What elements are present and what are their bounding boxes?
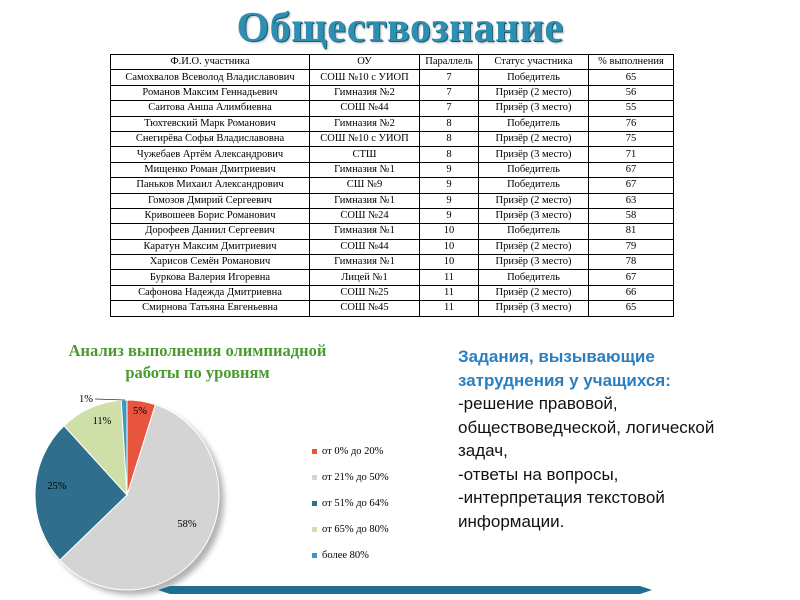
cell-percent: 81 (589, 224, 674, 239)
difficulty-list (458, 392, 788, 533)
legend-swatch (312, 501, 317, 506)
cell-grade: 10 (420, 224, 479, 239)
pie-slice-label: 11% (92, 416, 112, 427)
cell-school: Лицей №1 (310, 270, 420, 285)
legend-item (312, 438, 389, 464)
table-row (111, 147, 674, 162)
cell-grade: 9 (420, 178, 479, 193)
chart-title (20, 340, 375, 384)
table-row (111, 101, 674, 116)
cell-school: Гимназия №1 (310, 193, 420, 208)
cell-percent: 58 (589, 208, 674, 223)
table-row (111, 131, 674, 146)
cell-percent: 65 (589, 70, 674, 85)
cell-percent: 65 (589, 301, 674, 316)
cell-grade: 10 (420, 255, 479, 270)
cell-status: Призёр (2 место) (479, 85, 589, 100)
cell-status: Победитель (479, 178, 589, 193)
table-row (111, 85, 674, 100)
cell-grade: 8 (420, 116, 479, 131)
cell-status: Победитель (479, 162, 589, 177)
pie-leader-line (95, 399, 125, 400)
cell-status: Призёр (2 место) (479, 193, 589, 208)
difficulty-heading-line-1: Задания, вызывающие (458, 347, 655, 366)
cell-status: Призёр (3 место) (479, 255, 589, 270)
cell-status: Призёр (2 место) (479, 131, 589, 146)
cell-status: Победитель (479, 224, 589, 239)
cell-percent: 71 (589, 147, 674, 162)
cell-percent: 56 (589, 85, 674, 100)
slide-title: Обществознание (236, 5, 564, 51)
cell-school: Гимназия №1 (310, 255, 420, 270)
cell-status: Призёр (3 место) (479, 101, 589, 116)
cell-status: Призёр (2 место) (479, 239, 589, 254)
chart-title-line-1: Анализ выполнения олимпиадной (68, 341, 327, 360)
cell-grade: 7 (420, 70, 479, 85)
cell-grade: 7 (420, 101, 479, 116)
cell-status: Призёр (3 место) (479, 208, 589, 223)
difficulty-item: задач, (458, 441, 508, 460)
legend-item (312, 490, 389, 516)
difficulty-item: обществоведческой, логической (458, 417, 715, 437)
legend-item (312, 464, 389, 490)
cell-percent: 55 (589, 101, 674, 116)
legend-label: от 65% до 80% (322, 523, 389, 535)
pie-slices (35, 400, 219, 590)
pie-chart (0, 380, 300, 600)
cell-name: Смирнова Татьяна Евгеньевна (111, 301, 310, 316)
table-row (111, 70, 674, 85)
cell-name: Буркова Валерия Игоревна (111, 270, 310, 285)
cell-status: Призёр (2 место) (479, 285, 589, 300)
cell-percent: 66 (589, 285, 674, 300)
header-percent: % выполнения (589, 55, 674, 70)
cell-percent: 67 (589, 178, 674, 193)
cell-name: Сафонова Надежда Дмитриевна (111, 285, 310, 300)
cell-grade: 8 (420, 147, 479, 162)
cell-name: Самохвалов Всеволод Владиславович (111, 70, 310, 85)
cell-percent: 78 (589, 255, 674, 270)
chart-legend (312, 438, 389, 568)
cell-school: Гимназия №1 (310, 162, 420, 177)
header-status: Статус участника (479, 55, 589, 70)
cell-grade: 11 (420, 285, 479, 300)
cell-name: Харисов Семён Романович (111, 255, 310, 270)
cell-name: Кривошеев Борис Романович (111, 208, 310, 223)
difficulty-item: -решение правовой, (458, 394, 618, 413)
pie-slice-label: 1% (79, 394, 93, 405)
legend-label: от 21% до 50% (322, 471, 389, 483)
cell-grade: 11 (420, 270, 479, 285)
legend-label: более 80% (322, 549, 369, 561)
legend-swatch (312, 527, 317, 532)
cell-grade: 9 (420, 193, 479, 208)
header-grade: Параллель (420, 55, 479, 70)
cell-grade: 11 (420, 301, 479, 316)
cell-school: СОШ №25 (310, 285, 420, 300)
cell-status: Победитель (479, 116, 589, 131)
cell-name: Каратун Максим Дмитриевич (111, 239, 310, 254)
difficulty-item: информации. (458, 511, 565, 531)
legend-item (312, 516, 389, 542)
cell-status: Победитель (479, 70, 589, 85)
table-row (111, 178, 674, 193)
cell-status: Призёр (3 место) (479, 301, 589, 316)
cell-status: Призёр (3 место) (479, 147, 589, 162)
cell-status: Победитель (479, 270, 589, 285)
cell-name: Паньков Михаил Александрович (111, 178, 310, 193)
legend-swatch (312, 553, 317, 558)
table-row (111, 239, 674, 254)
cell-school: СОШ №44 (310, 239, 420, 254)
cell-name: Саитова Анша Алимбиевна (111, 101, 310, 116)
cell-school: СОШ №45 (310, 301, 420, 316)
table-row (111, 270, 674, 285)
cell-percent: 75 (589, 131, 674, 146)
pie-slice-label: 5% (133, 406, 147, 417)
legend-label: от 51% до 64% (322, 497, 389, 509)
difficulty-heading-line-2: затруднения у учащихся: (458, 370, 671, 390)
table-row (111, 224, 674, 239)
bottom-decoration-arrow (158, 586, 652, 594)
cell-percent: 67 (589, 270, 674, 285)
cell-percent: 79 (589, 239, 674, 254)
table-row (111, 285, 674, 300)
legend-label: от 0% до 20% (322, 445, 384, 457)
cell-name: Тюхтевский Марк Романович (111, 116, 310, 131)
difficulty-block (458, 345, 788, 533)
legend-item (312, 542, 389, 568)
chart-title-line-2: работы по уровням (125, 363, 270, 382)
cell-percent: 63 (589, 193, 674, 208)
header-name: Ф.И.О. участника (111, 55, 310, 70)
table-body (111, 70, 674, 316)
cell-grade: 8 (420, 131, 479, 146)
table-row (111, 301, 674, 316)
results-table (110, 54, 674, 317)
cell-school: СОШ №44 (310, 101, 420, 116)
cell-percent: 67 (589, 162, 674, 177)
difficulty-item: -ответы на вопросы, (458, 464, 619, 484)
bottom-decoration (0, 580, 800, 598)
cell-name: Снегирёва Софья Владиславовна (111, 131, 310, 146)
difficulty-item: -интерпретация текстовой (458, 488, 665, 507)
cell-grade: 7 (420, 85, 479, 100)
table-header-row (111, 55, 674, 70)
cell-grade: 10 (420, 239, 479, 254)
header-school: ОУ (310, 55, 420, 70)
pie-slice-label: 58% (177, 519, 197, 530)
cell-name: Чужебаев Артём Александрович (111, 147, 310, 162)
cell-name: Дорофеев Даниил Сергеевич (111, 224, 310, 239)
cell-school: Гимназия №2 (310, 85, 420, 100)
cell-school: СШ №9 (310, 178, 420, 193)
cell-grade: 9 (420, 208, 479, 223)
cell-name: Мищенко Роман Дмитриевич (111, 162, 310, 177)
table-row (111, 208, 674, 223)
cell-name: Романов Максим Геннадьевич (111, 85, 310, 100)
cell-grade: 9 (420, 162, 479, 177)
cell-school: СОШ №10 с УИОП (310, 70, 420, 85)
legend-swatch (312, 475, 317, 480)
cell-name: Гомозов Дмирий Сергеевич (111, 193, 310, 208)
cell-school: СОШ №10 с УИОП (310, 131, 420, 146)
table-row (111, 193, 674, 208)
cell-school: Гимназия №1 (310, 224, 420, 239)
cell-percent: 76 (589, 116, 674, 131)
legend-swatch (312, 449, 317, 454)
table-row (111, 255, 674, 270)
table-row (111, 116, 674, 131)
cell-school: СТШ (310, 147, 420, 162)
cell-school: Гимназия №2 (310, 116, 420, 131)
pie-slice-label: 25% (47, 481, 67, 492)
table-row (111, 162, 674, 177)
cell-school: СОШ №24 (310, 208, 420, 223)
